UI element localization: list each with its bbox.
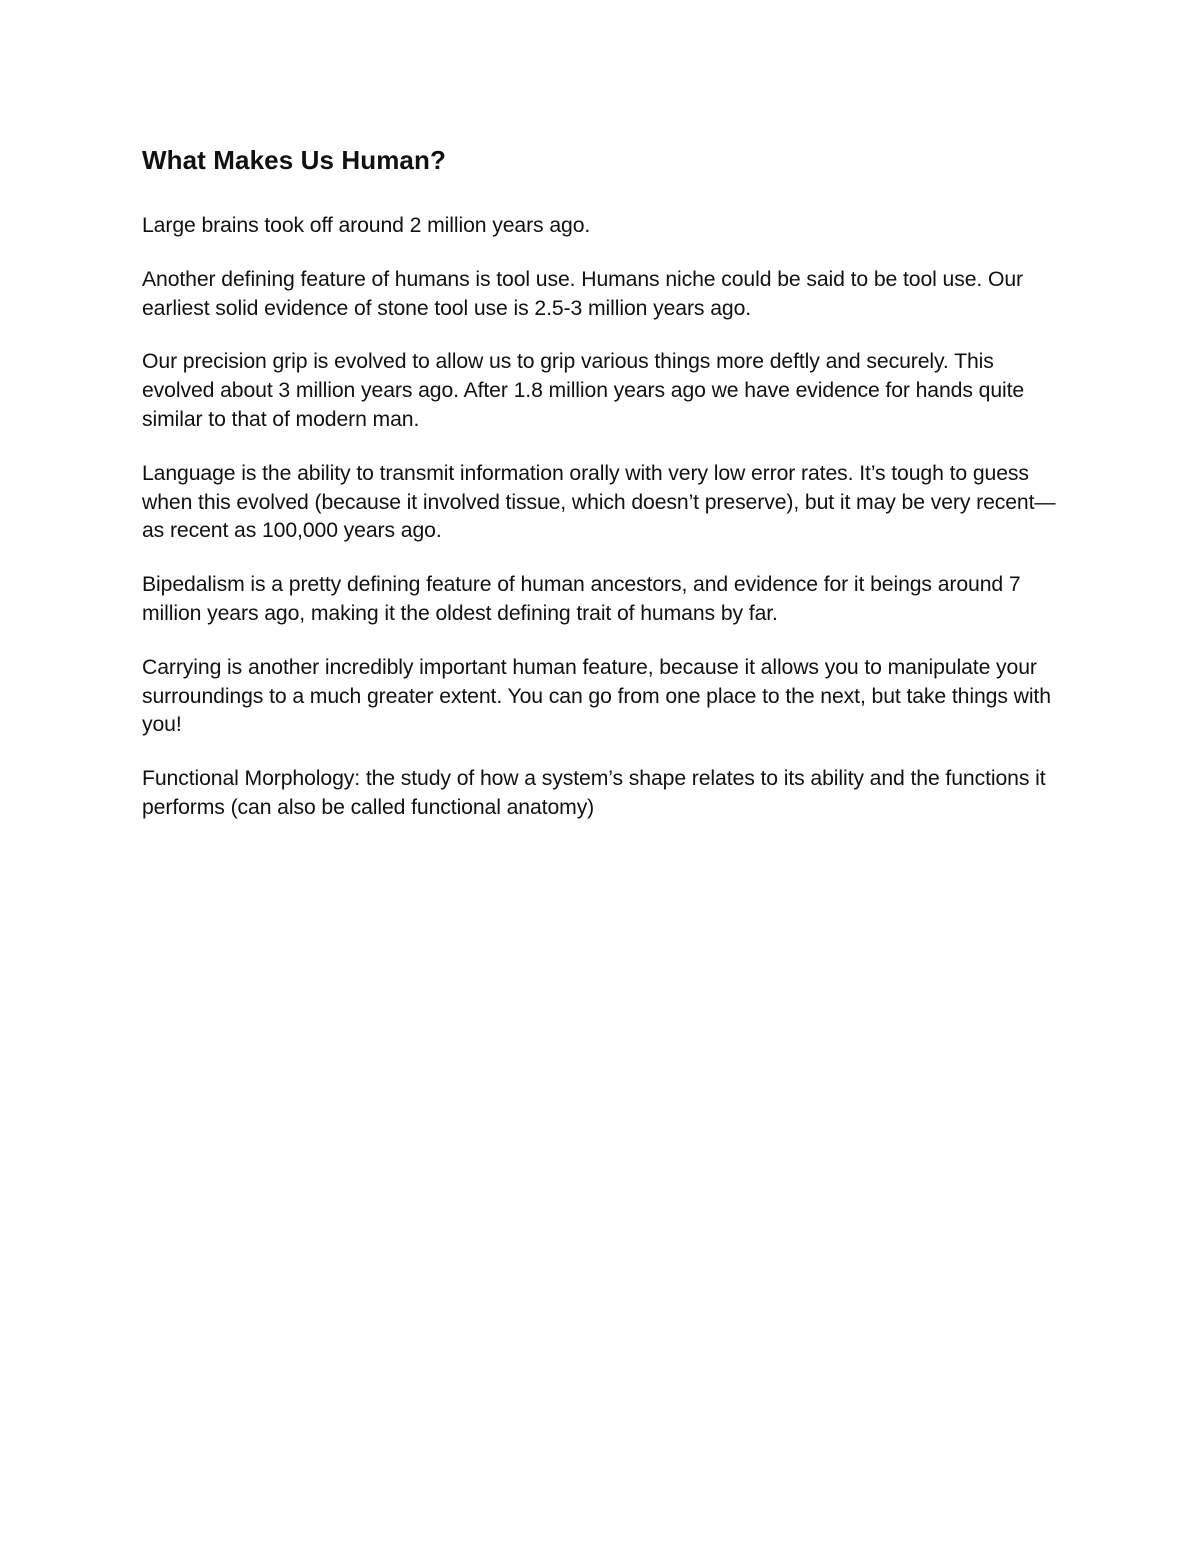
paragraph-brains: Large brains took off around 2 million years ago. xyxy=(142,214,591,237)
paragraph-tool-use: Another defining feature of humans is tool use. Humans niche could be said to be tool use. Our earliest solid evidence of stone tool use is 2.5-3 million years ago. xyxy=(142,267,1024,320)
page-title: What Makes Us Human? xyxy=(142,145,446,175)
document-body xyxy=(142,140,1067,848)
paragraph-bipedalism: Bipedalism is a pretty defining feature of human ancestors, and evidence for it beings around 7 million years ago, making it the oldest defining trait of humans by far. xyxy=(142,573,1021,625)
paragraph-functional-morphology: Functional Morphology: the study of how a system’s shape relates to its ability and the functions it performs (can also be called functional anatomy) xyxy=(142,767,1046,819)
paragraph-precision-grip: Our precision grip is evolved to allow us to grip various things more deftly and securely. This evolved about 3 million years ago. After 1.8 million years ago we have evidence for hands quite similar to that of modern man. xyxy=(142,350,1025,431)
paragraph-language: Language is the ability to transmit information orally with very low error rates. It’s tough to guess when this evolved (because it involved tissue, which doesn’t preserve), but it may be very recent—as recent as 100,000 years ago. xyxy=(142,461,1056,543)
paragraph-carrying: Carrying is another incredibly important human feature, because it allows you to manipulate your surroundings to a much greater extent. You can go from one place to the next, but take things with you! xyxy=(142,655,1051,737)
